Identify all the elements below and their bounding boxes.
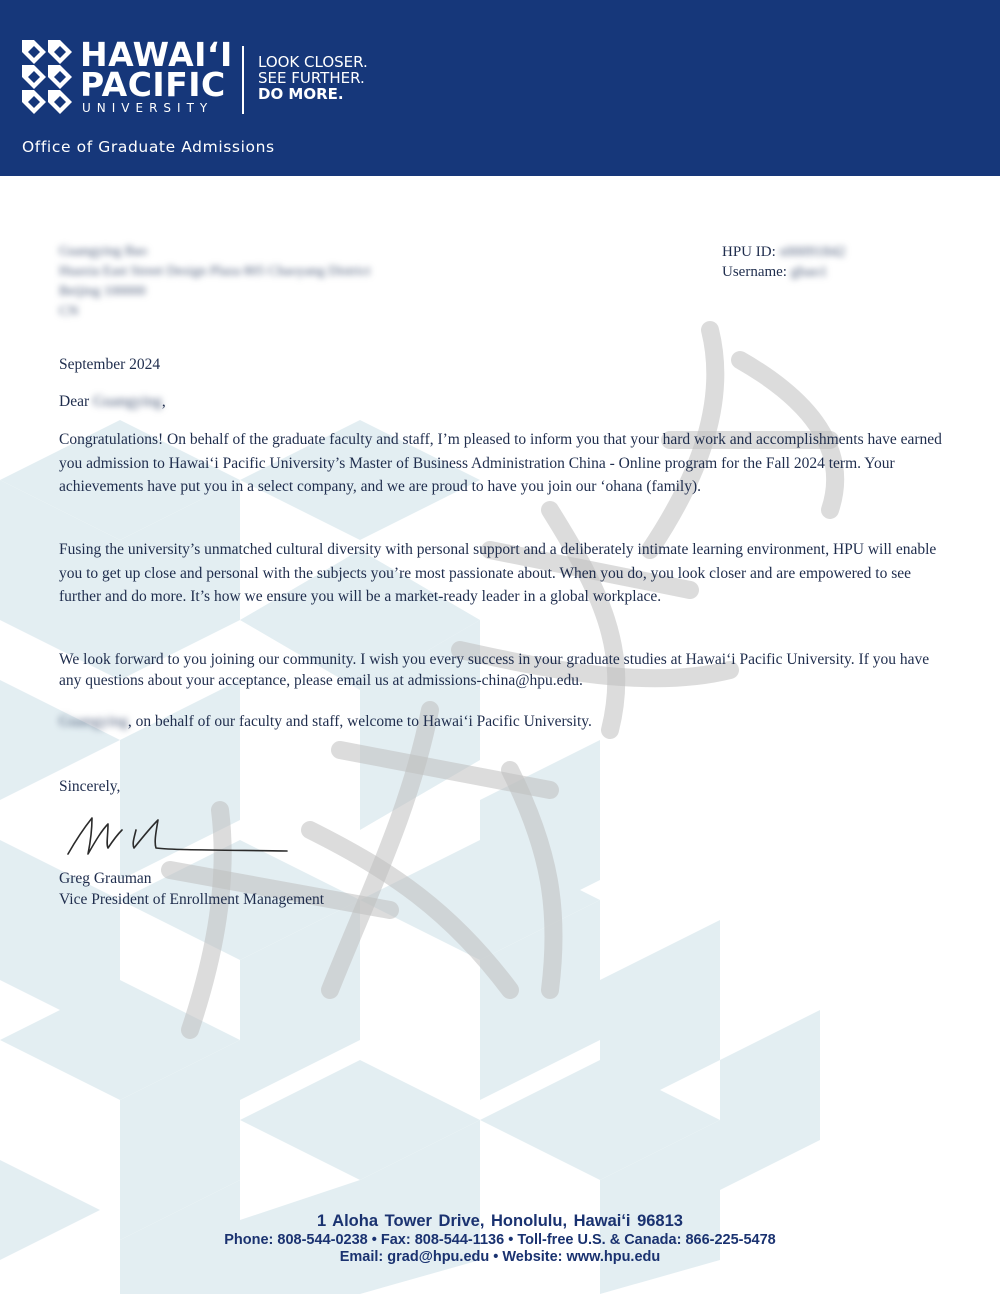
- recipient-street: Huaxia East Street Design Plaza 805 Chaoyang District: [59, 264, 371, 279]
- signer-block: [59, 868, 324, 910]
- salutation: [59, 393, 166, 411]
- greeting-punctuation: ,: [161, 393, 166, 410]
- greeting-name: Guangying: [93, 393, 162, 410]
- hpu-logo-icon: [22, 40, 74, 114]
- recipient-city: Beijing 100000: [59, 284, 146, 299]
- logo-wordmark-pacific: PACIFIC: [80, 65, 226, 104]
- tagline-do-more: DO MORE.: [258, 85, 344, 103]
- paragraph-welcome: [59, 710, 949, 734]
- logo-wordmark-hawaii: HAWAIʻI: [80, 35, 233, 74]
- recipient-address: [59, 242, 370, 322]
- letter-date: September 2024: [59, 356, 161, 373]
- paragraph-community: We look forward to you joining our community. I wish you every success in your graduate studies at Hawaiʻi Pacific University. If you have any questions about your acceptance, please email us at admissions-china@hpu.edu.: [59, 651, 930, 689]
- hpu-id-label: HPU ID:: [722, 244, 776, 260]
- signer-name: Greg Grauman: [59, 870, 152, 887]
- logo-wordmark-university: UNIVERSITY: [82, 101, 214, 115]
- signer-title: Vice President of Enrollment Management: [59, 891, 325, 908]
- welcome-name: Guangying: [59, 713, 128, 730]
- recipient-name: Guangying Bao: [59, 244, 148, 259]
- letterhead-banner: [0, 0, 1000, 176]
- paragraph-diversity: Fusing the university’s unmatched cultural diversity with personal support and a deliberately intimate learning environment, HPU will enable you to get up close and personal with the subjects you’re most passionate about. When you do, you look closer and are empowered to see further and do more. It’s how we ensure you will be a market-ready leader in a global workplace.: [59, 541, 937, 605]
- greeting-word: Dear: [59, 393, 90, 410]
- footer-phone-line: Phone: 808-544-0238 • Fax: 808-544-1136 • Toll-free U.S. & Canada: 866-225-5478: [224, 1232, 776, 1248]
- paragraph-congratulations: Congratulations! On behalf of the graduate faculty and staff, I’m pleased to inform you that your hard work and accomplishments have earned you admission to Hawaiʻi Pacific University’s Master of Business Administration China - Online program for the Fall 2024 term. Your achievements have put you in a select company, and we are proud to have you join our ʻohana (family).: [59, 431, 942, 495]
- footer-address: 1 Aloha Tower Drive, Honolulu, Hawaiʻi 96813: [317, 1212, 683, 1230]
- tagline-look-closer: LOOK CLOSER.: [258, 53, 368, 71]
- hpu-id-value: s00091842: [779, 244, 846, 260]
- tagline-see-further: SEE FURTHER.: [258, 69, 365, 87]
- recipient-country: CN: [59, 304, 79, 319]
- hpu-id-row: [722, 242, 845, 262]
- handwritten-signature: [62, 810, 297, 866]
- footer-contact: [0, 1211, 1000, 1266]
- logo-divider: [242, 46, 244, 114]
- student-id-block: [722, 242, 845, 282]
- username-label: Username:: [722, 264, 787, 280]
- username-value: gbao1: [790, 264, 828, 280]
- welcome-text: , on behalf of our faculty and staff, welcome to Hawaiʻi Pacific University.: [127, 713, 592, 730]
- closing: Sincerely,: [59, 778, 121, 795]
- username-row: [722, 262, 845, 282]
- office-title: Office of Graduate Admissions: [22, 138, 275, 156]
- footer-email-line: Email: grad@hpu.edu • Website: www.hpu.edu: [339, 1249, 661, 1265]
